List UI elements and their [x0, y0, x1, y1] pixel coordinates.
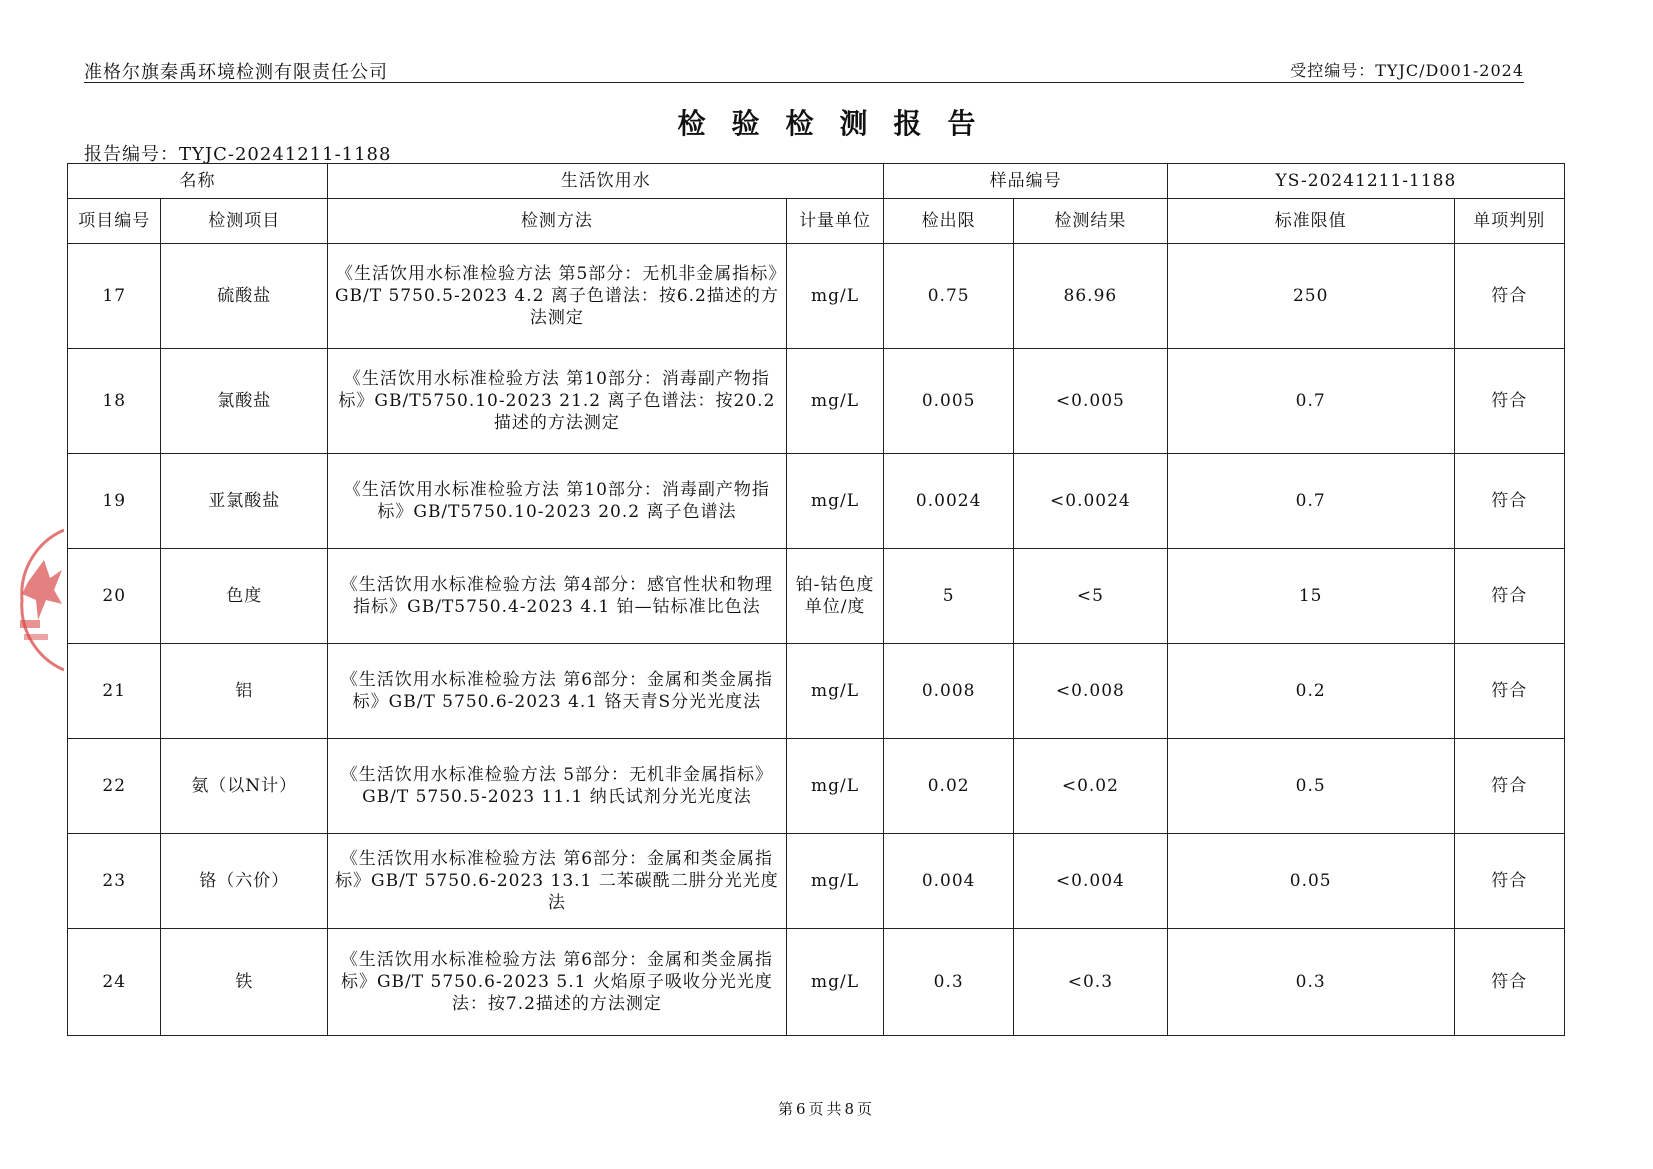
item-name: 铁: [161, 929, 328, 1036]
item-no: 17: [68, 244, 161, 349]
unit: mg/L: [786, 244, 884, 349]
col-header-result: 检测结果: [1013, 199, 1167, 244]
result: <0.0024: [1013, 454, 1167, 549]
col-header-item: 检测项目: [161, 199, 328, 244]
detection-limit: 0.0024: [884, 454, 1014, 549]
sample-label: 样品编号: [884, 164, 1167, 199]
table-row: [68, 929, 1565, 1036]
result: <0.3: [1013, 929, 1167, 1036]
result: <5: [1013, 549, 1167, 644]
result: <0.02: [1013, 739, 1167, 834]
result: 86.96: [1013, 244, 1167, 349]
detection-limit: 0.008: [884, 644, 1014, 739]
item-name: 亚氯酸盐: [161, 454, 328, 549]
judgement: 符合: [1454, 929, 1564, 1036]
detection-limit: 0.75: [884, 244, 1014, 349]
standard-limit: 250: [1167, 244, 1454, 349]
table-row: [68, 739, 1565, 834]
column-header-row: [68, 199, 1565, 244]
seal-stamp-icon: [14, 520, 64, 680]
unit: mg/L: [786, 834, 884, 929]
item-no: 22: [68, 739, 161, 834]
unit: mg/L: [786, 454, 884, 549]
unit: mg/L: [786, 644, 884, 739]
name-value: 生活饮用水: [328, 164, 884, 199]
info-row: [68, 164, 1565, 199]
report-title: 检验检测报告: [677, 107, 1002, 140]
unit: mg/L: [786, 929, 884, 1036]
company-name: 准格尔旗秦禹环境检测有限责任公司: [84, 62, 388, 83]
unit: mg/L: [786, 739, 884, 834]
item-name: 色度: [161, 549, 328, 644]
item-name: 氯酸盐: [161, 349, 328, 454]
standard-limit: 0.05: [1167, 834, 1454, 929]
judgement: 符合: [1454, 834, 1564, 929]
standard-limit: 15: [1167, 549, 1454, 644]
report-number: 报告编号：TYJC-20241211-1188: [84, 144, 392, 165]
table-row: [68, 454, 1565, 549]
unit: 铂-钴色度单位/度: [786, 549, 884, 644]
control-number: 受控编号：TYJC/D001-2024: [1290, 61, 1524, 80]
item-name: 铝: [161, 644, 328, 739]
method: 《生活饮用水标准检验方法 第5部分：无机非金属指标》GB/T 5750.5-2023 4.2 离子色谱法：按6.2描述的方法测定: [328, 244, 787, 349]
item-name: 氨（以N计）: [161, 739, 328, 834]
col-header-judgement: 单项判别: [1454, 199, 1564, 244]
standard-limit: 0.7: [1167, 454, 1454, 549]
item-no: 24: [68, 929, 161, 1036]
detection-limit: 0.02: [884, 739, 1014, 834]
result: <0.004: [1013, 834, 1167, 929]
col-header-detection-limit: 检出限: [884, 199, 1014, 244]
table-row: [68, 834, 1565, 929]
table-row: [68, 644, 1565, 739]
standard-limit: 0.5: [1167, 739, 1454, 834]
method: 《生活饮用水标准检验方法 5部分：无机非金属指标》GB/T 5750.5-2023 11.1 纳氏试剂分光光度法: [328, 739, 787, 834]
table-row: [68, 244, 1565, 349]
col-header-standard-limit: 标准限值: [1167, 199, 1454, 244]
col-header-unit: 计量单位: [786, 199, 884, 244]
page-number: 第6页共8页: [777, 1100, 876, 1118]
judgement: 符合: [1454, 349, 1564, 454]
method: 《生活饮用水标准检验方法 第6部分：金属和类金属指标》GB/T 5750.6-2023 5.1 火焰原子吸收分光光度法：按7.2描述的方法测定: [328, 929, 787, 1036]
item-no: 20: [68, 549, 161, 644]
sample-value: YS-20241211-1188: [1167, 164, 1564, 199]
item-name: 硫酸盐: [161, 244, 328, 349]
standard-limit: 0.7: [1167, 349, 1454, 454]
item-name: 铬（六价）: [161, 834, 328, 929]
item-no: 19: [68, 454, 161, 549]
judgement: 符合: [1454, 549, 1564, 644]
judgement: 符合: [1454, 739, 1564, 834]
judgement: 符合: [1454, 644, 1564, 739]
table-row: [68, 349, 1565, 454]
detection-limit: 0.3: [884, 929, 1014, 1036]
col-header-method: 检测方法: [328, 199, 787, 244]
judgement: 符合: [1454, 244, 1564, 349]
results-table: [67, 163, 1565, 1036]
standard-limit: 0.3: [1167, 929, 1454, 1036]
table-row: [68, 549, 1565, 644]
item-no: 18: [68, 349, 161, 454]
method: 《生活饮用水标准检验方法 第10部分：消毒副产物指标》GB/T5750.10-2023 21.2 离子色谱法：按20.2描述的方法测定: [328, 349, 787, 454]
item-no: 21: [68, 644, 161, 739]
detection-limit: 0.004: [884, 834, 1014, 929]
method: 《生活饮用水标准检验方法 第10部分：消毒副产物指标》GB/T5750.10-2023 20.2 离子色谱法: [328, 454, 787, 549]
method: 《生活饮用水标准检验方法 第6部分：金属和类金属指标》GB/T 5750.6-2023 4.1 铬天青S分光光度法: [328, 644, 787, 739]
col-header-no: 项目编号: [68, 199, 161, 244]
item-no: 23: [68, 834, 161, 929]
result: <0.005: [1013, 349, 1167, 454]
page-header: [84, 58, 1524, 83]
detection-limit: 5: [884, 549, 1014, 644]
detection-limit: 0.005: [884, 349, 1014, 454]
result: <0.008: [1013, 644, 1167, 739]
judgement: 符合: [1454, 454, 1564, 549]
standard-limit: 0.2: [1167, 644, 1454, 739]
method: 《生活饮用水标准检验方法 第4部分：感官性状和物理指标》GB/T5750.4-2023 4.1 铂—钴标准比色法: [328, 549, 787, 644]
unit: mg/L: [786, 349, 884, 454]
name-label: 名称: [68, 164, 328, 199]
method: 《生活饮用水标准检验方法 第6部分：金属和类金属指标》GB/T 5750.6-2023 13.1 二苯碳酰二肼分光光度法: [328, 834, 787, 929]
